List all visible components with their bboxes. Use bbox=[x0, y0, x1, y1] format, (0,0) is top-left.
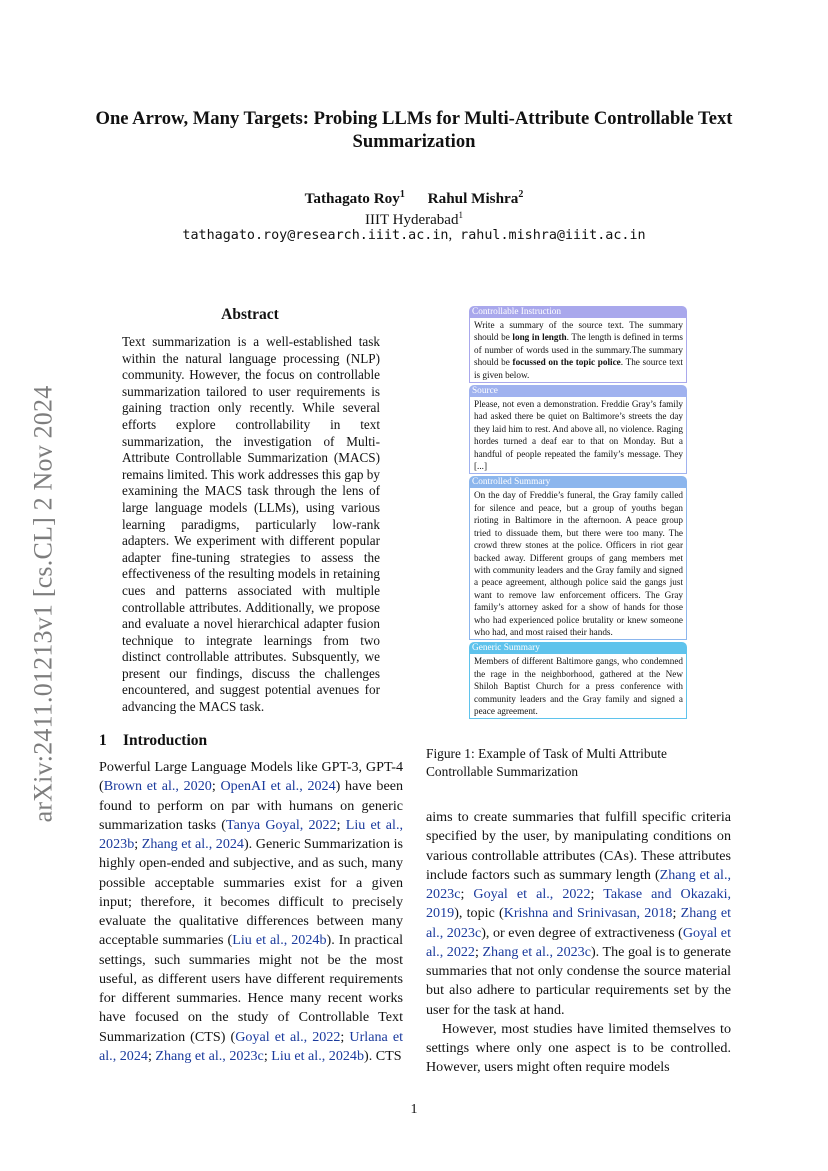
email-link[interactable]: tathagato.roy@research.iiit.ac.in bbox=[182, 228, 449, 243]
section-title: Introduction bbox=[123, 732, 208, 749]
paper-title: One Arrow, Many Targets: Probing LLMs for Multi-Attribute Controllable Text Summarization bbox=[95, 108, 733, 152]
figure-text: . The length is defined in terms of number of words used in the summary.The summary should be bbox=[474, 332, 683, 368]
intro-paragraph-right bbox=[426, 808, 731, 1078]
section-heading bbox=[99, 731, 207, 751]
email-link[interactable]: rahul.mishra@iiit.ac.in bbox=[460, 228, 646, 243]
figure-1 bbox=[469, 306, 687, 721]
arxiv-stamp-text: arXiv:2411.01213v1 [cs.CL] 2 Nov 2024 bbox=[28, 385, 57, 823]
citation-link[interactable]: Tanya Goyal, 2022 bbox=[225, 816, 337, 833]
section-number: 1 bbox=[99, 732, 107, 749]
citation-link[interactable]: Brown et al., 2020 bbox=[103, 778, 212, 795]
author-affiliation-mark: 1 bbox=[399, 189, 405, 200]
body-text: ; bbox=[460, 886, 474, 902]
body-text: ) have been found to perform on par with humans on generic summarization tasks ( bbox=[99, 778, 403, 833]
body-text: ; bbox=[134, 836, 142, 852]
citation-link[interactable]: Takase and Okazaki, 2019 bbox=[426, 886, 732, 922]
citation-link[interactable]: Liu et al., 2023b bbox=[99, 816, 404, 852]
body-text: ), topic ( bbox=[454, 905, 504, 922]
citation-link[interactable]: Zhang et al., 2024 bbox=[141, 836, 244, 852]
body-text: ; bbox=[263, 1047, 272, 1064]
abstract-heading: Abstract bbox=[221, 306, 279, 323]
controlled-summary-label: Controlled Summary bbox=[469, 476, 687, 488]
body-text: aims to create summaries that fulfill specific criteria specified by the user, by manipulating conditions on various controllable attributes (CAs). These attributes include factors such as summary length ( bbox=[426, 809, 731, 883]
body-text: ). In practical settings, such summaries might not be the most useful, as different users have different requirements for different summaries. Hence many recent works have focused on the study of Controllable Text Summarization (CTS) ( bbox=[99, 932, 403, 1045]
source-box-label: Source bbox=[469, 385, 687, 397]
generic-summary-box bbox=[469, 642, 687, 719]
email-separator: , bbox=[448, 227, 453, 243]
body-text: ). The goal is to generate summaries that not only condense the source material but also adhere to particular requirements set by the user for the task at hand. bbox=[426, 943, 731, 1018]
figure-caption: Figure 1: Example of Task of Multi Attribute Controllable Summarization bbox=[426, 746, 667, 779]
page-number: 1 bbox=[410, 1102, 418, 1117]
body-text: Powerful Large Language Models like GPT-3, GPT-4 ( bbox=[99, 759, 403, 795]
source-box bbox=[469, 385, 687, 474]
body-text: ), or even degree of extractiveness ( bbox=[481, 924, 683, 941]
abstract-text: Text summarization is a well-established task within the natural language processing (NLP) community. However, the focus on controllable summarization tailored to user requirements is gaining traction only recently. While several efforts explore controllability in text summarization, the investigation of Multi-Attribute Controllable Summarization (MACS) remains limited. This work addresses this gap by examining the MACS task through the lens of large language models (LLMs), using various learning paradigms, particularly low-rank adapters. We experiment with different popular adapter fine-tuning strategies to assess the effectiveness of the resulting models in retaining cues and patterns associated with multiple controllable attributes. Additionally, we propose and evaluate a novel hierarchical adapter fusion technique to integrate learnings from two distinct controllable attributes. Subsquently, we present our findings, discuss the challenges encountered, and suggest potential avenues for advancing the MACS task. bbox=[122, 334, 380, 715]
figure-bold-text: focussed on the topic police bbox=[512, 357, 621, 368]
citation-link[interactable]: Goyal et al., 2022 bbox=[426, 924, 731, 960]
figure-text: . The source text is given below. bbox=[474, 357, 683, 380]
intro-paragraph-left bbox=[99, 758, 403, 1066]
generic-summary-text: Members of different Baltimore gangs, who condemned the rage in the neighborhood, gathered at the New Shiloh Baptist Church for a press conference with community leaders and the Gray family and signed a peace agreement. bbox=[469, 654, 687, 719]
source-box-text: Please, not even a demonstration. Freddie Gray’s family had asked there be quiet on Baltimore’s streets the day they laid him to rest. And above all, no violence. Raging hordes turned a deaf ear to that on Monday. But a handful of people repeated the family’s message. They [...] bbox=[469, 397, 687, 474]
citation-link[interactable]: Urlana et al., 2024 bbox=[99, 1028, 403, 1064]
body-paragraph bbox=[426, 808, 731, 1020]
author-emails bbox=[80, 225, 748, 246]
citation-link[interactable]: Liu et al., 2024b bbox=[271, 1047, 365, 1064]
affiliation-name: IIIT Hyderabad bbox=[365, 212, 459, 228]
instruction-box-text bbox=[469, 318, 687, 383]
author-name: Rahul Mishra bbox=[427, 190, 519, 208]
instruction-box bbox=[469, 306, 687, 383]
citation-link[interactable]: Goyal et al., 2022 bbox=[473, 886, 591, 902]
author-name: Tathagato Roy bbox=[304, 190, 400, 208]
citation-link[interactable]: Zhang et al., 2023c bbox=[482, 943, 591, 960]
citation-link[interactable]: Zhang et al., 2023c bbox=[155, 1047, 264, 1064]
citation-link[interactable]: Krishna and Srinivasan, 2018 bbox=[503, 905, 673, 922]
controlled-summary-text: On the day of Freddie’s funeral, the Gray family called for silence and peace, but a group of youths began rioting in Baltimore in the afternoon. A peace group tried to dissuade them, but there were too many. The crowd threw stones at the police. Officers in riot gear backed away. Different groups of gang members met with community leaders and the Gray family and signed a peace agreement, although police said the gangs just want to remove law enforcement officers. The Gray family’s attorney asked for a show of hands for those who had experienced police brutality or knew someone who had, and most raised their hands. bbox=[469, 488, 687, 640]
author-affiliation-mark: 2 bbox=[518, 189, 524, 200]
body-text: ; bbox=[336, 816, 346, 833]
body-paragraph: However, most studies have limited themselves to settings where only one aspect is to be controlled. However, users might often require models bbox=[426, 1020, 731, 1076]
citation-link[interactable]: OpenAI et al., 2024 bbox=[220, 778, 336, 795]
controlled-summary-box bbox=[469, 476, 687, 640]
body-text: ; bbox=[590, 886, 604, 902]
body-text: ; bbox=[211, 778, 221, 795]
citation-link[interactable]: Zhang et al., 2023c bbox=[426, 866, 731, 902]
body-text: ). Generic Summarization is highly open-ended and subjective, and as such, many possible acceptable summaries exist for a given input; therefore, it becomes difficult to precisely evaluate the qualitative differences between many acceptable summaries ( bbox=[99, 836, 403, 949]
body-text: ; bbox=[474, 943, 483, 960]
figure-text: Write a summary of the source text. The summary should be bbox=[474, 320, 683, 343]
body-text: ; bbox=[672, 905, 681, 922]
citation-link[interactable]: Goyal et al., 2022 bbox=[235, 1028, 341, 1045]
citation-link[interactable]: Liu et al., 2024b bbox=[232, 932, 327, 949]
body-text: ; bbox=[147, 1047, 156, 1064]
body-text: ; bbox=[340, 1028, 350, 1045]
affiliation-mark: 1 bbox=[458, 210, 463, 220]
citation-link[interactable]: Zhang et al., 2023c bbox=[426, 905, 731, 941]
generic-summary-label: Generic Summary bbox=[469, 642, 687, 654]
instruction-box-label: Controllable Instruction bbox=[469, 306, 687, 318]
arxiv-stamp bbox=[21, 366, 65, 842]
body-text: ). CTS bbox=[364, 1047, 402, 1064]
figure-bold-text: long in length bbox=[512, 332, 567, 343]
